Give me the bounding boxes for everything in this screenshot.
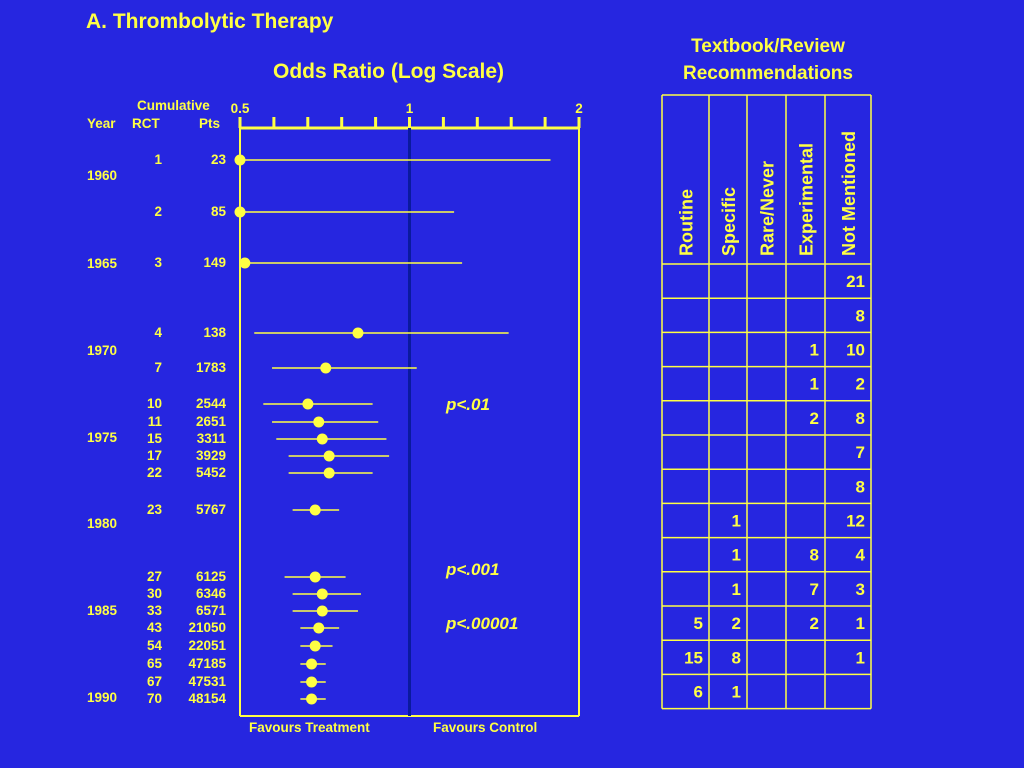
rct-count: 43 [146,620,162,635]
patient-count: 5767 [195,502,226,517]
table-header-specific: Specific [719,186,739,256]
rct-count: 30 [146,586,162,601]
table-cell: 1 [731,579,741,599]
rct-count: 70 [146,691,162,706]
table-cell: 10 [846,340,865,360]
rct-count: 11 [147,414,162,429]
pts-header: Pts [199,116,221,131]
odds-ratio-point [317,589,328,600]
table-cell: 2 [855,374,865,394]
tick-label: 2 [575,101,583,116]
tick-label: 0.5 [230,101,250,116]
odds-ratio-point [317,434,328,445]
table-cell: 1 [731,511,741,531]
odds-ratio-point [320,363,331,374]
rct-count: 15 [146,431,162,446]
odds-ratio-point [306,694,317,705]
table-cell: 2 [731,614,741,634]
slide-title: A. Thrombolytic Therapy [86,10,334,33]
table-cell: 1 [809,340,819,360]
table-cell: 8 [855,306,865,326]
cumulative-header: Cumulative [137,98,210,113]
patient-count: 149 [203,255,226,270]
p-value-label: p<.00001 [446,614,519,633]
patient-count: 138 [203,325,226,340]
table-cell: 8 [731,648,741,668]
rct-count: 33 [146,603,162,618]
patient-count: 2651 [195,414,226,429]
patient-count: 6571 [195,603,226,618]
odds-ratio-point [239,258,250,269]
x-label-favours-control: Favours Control [433,720,538,735]
p-value-label: p<.001 [446,560,500,579]
review-title-line1: Textbook/Review [691,36,845,57]
chart-title: Odds Ratio (Log Scale) [273,60,505,83]
rct-count: 65 [146,656,162,671]
table-cell: 7 [855,443,865,463]
rct-header: RCT [132,116,160,131]
rct-count: 2 [154,204,162,219]
tick-label: 1 [405,101,414,116]
patient-count: 22051 [188,638,226,653]
rct-count: 7 [154,360,162,375]
odds-ratio-point [313,417,324,428]
odds-ratio-point [302,399,313,410]
rct-count: 4 [154,325,162,340]
table-cell: 21 [846,272,865,292]
table-cell: 4 [855,545,865,565]
table-cell: 1 [855,648,865,668]
review-table [661,94,873,719]
rct-count: 3 [154,255,162,270]
odds-ratio-point [310,505,321,516]
table-cell: 1 [855,614,865,634]
table-header-rare-never: Rare/Never [757,160,778,256]
table-cell: 12 [846,511,865,531]
rct-count: 1 [154,152,162,167]
patient-count: 3311 [196,431,226,446]
table-cell: 1 [731,682,741,702]
odds-ratio-point [352,328,363,339]
rct-count: 22 [146,465,162,480]
rct-count: 27 [146,569,162,584]
p-value-label: p<.01 [446,395,490,414]
patient-count: 6125 [195,569,226,584]
year-label: 1990 [87,690,118,705]
year-label: 1970 [87,343,118,358]
x-label-favours-treatment: Favours Treatment [249,720,370,735]
patient-count: 21050 [188,620,226,635]
odds-ratio-point [324,468,335,479]
patient-count: 47531 [188,674,226,689]
odds-ratio-point [235,155,246,166]
patient-count: 5452 [195,465,226,480]
table-cell: 8 [809,545,819,565]
year-label: 1960 [87,168,118,183]
table-header-not-mentioned: Not Mentioned [839,131,859,256]
patient-count: 48154 [188,691,226,706]
table-cell: 8 [855,408,865,428]
odds-ratio-point [310,641,321,652]
year-label: 1980 [87,516,118,531]
year-label: 1965 [87,256,118,271]
table-cell: 8 [855,477,865,497]
patient-count: 3929 [195,448,226,463]
table-cell: 5 [693,614,703,634]
odds-ratio-point [306,677,317,688]
table-cell: 2 [809,614,819,634]
table-cell: 1 [731,545,741,565]
year-label: 1975 [87,430,118,445]
rct-count: 10 [146,396,162,411]
table-cell: 2 [809,408,819,428]
odds-ratio-point [235,207,246,218]
odds-ratio-point [306,659,317,670]
rct-count: 23 [146,502,162,517]
table-cell: 1 [809,374,819,394]
patient-count: 85 [210,204,226,219]
odds-ratio-point [324,451,335,462]
year-header: Year [87,116,116,131]
table-cell: 7 [809,579,819,599]
patient-count: 6346 [195,586,226,601]
patient-count: 23 [210,152,226,167]
odds-ratio-point [317,606,328,617]
table-header-routine: Routine [676,189,697,256]
patient-count: 47185 [188,656,226,671]
odds-ratio-point [313,623,324,634]
patient-count: 2544 [195,396,226,411]
rct-count: 67 [146,674,162,689]
year-label: 1985 [87,603,118,618]
table-header-experimental: Experimental [796,142,817,256]
review-title-line2: Recommendations [683,63,853,84]
rct-count: 54 [146,638,162,653]
odds-ratio-point [310,572,321,583]
rct-count: 17 [146,448,162,463]
table-cell: 3 [855,579,865,599]
table-cell: 6 [693,682,703,702]
patient-count: 1783 [195,360,226,375]
table-cell: 15 [684,648,703,668]
